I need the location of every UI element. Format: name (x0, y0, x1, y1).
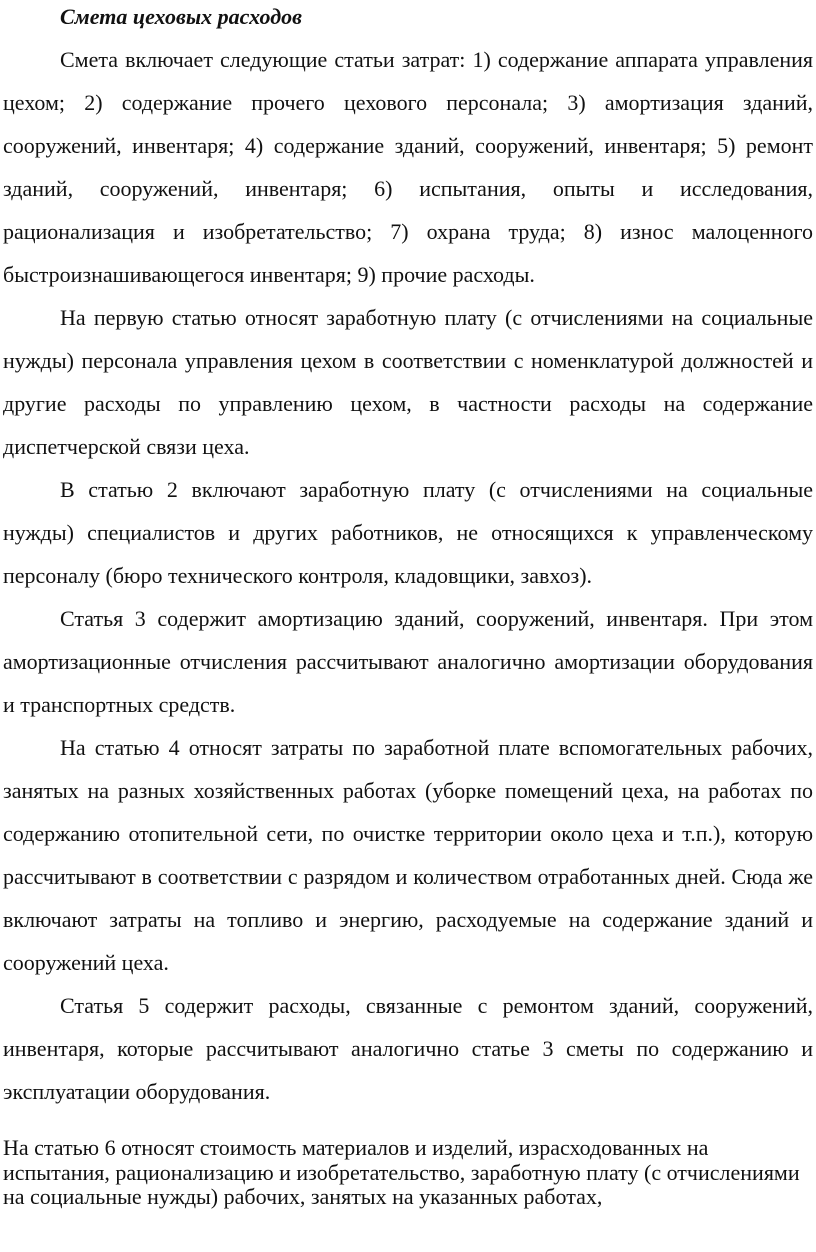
paragraph-item-4: На статью 4 относят затраты по заработной плате вспомогательных рабочих, занятых на разных хозяйственных работах (уборке помещений цеха, на работах по содержанию отопительной сети, по очистке территории около цеха и т.п.), которую рассчитывают в соответствии с разрядом и количеством отработанных дней. Сюда же включают затраты на топливо и энергию, расходуемые на содержание зданий и сооружений цеха. (3, 735, 813, 975)
document-body (3, 38, 813, 1113)
paragraph-item-6: На статью 6 относят стоимость материалов и изделий, израсходованных на испытания, рационализацию и изобретательство, заработную плату (с отчислениями на социальные нужды) рабочих, занятых на указанных работах, (3, 1135, 800, 1209)
paragraph-item-1: На первую статью относят заработную плату (с отчислениями на социальные нужды) персонала управления цехом в соответствии с номенклатурой должностей и другие расходы по управлению цехом, в частности расходы на содержание диспетчерской связи цеха. (3, 305, 813, 459)
document-title: Смета цеховых расходов (60, 4, 302, 29)
paragraph-cost-items: Смета включает следующие статьи затрат: 1) содержание аппарата управления цехом; 2) содержание прочего цехового персонала; 3) амортизация зданий, сооружений, инвентаря; 4) содержание зданий, сооружений, инвентаря; 5) ремонт зданий, сооружений, инвентаря; 6) испытания, опыты и исследования, рационализация и изобретательство; 7) охрана труда; 8) износ малоценного быстроизнашивающегося инвентаря; 9) прочие расходы. (3, 47, 813, 287)
paragraph-item-2: В статью 2 включают заработную плату (с отчислениями на социальные нужды) специалистов и других работников, не относящихся к управленческому персоналу (бюро технического контроля, кладовщики, завхоз). (3, 477, 813, 588)
paragraph-item-3: Статья 3 содержит амортизацию зданий, сооружений, инвентаря. При этом амортизационные отчисления рассчитывают аналогично амортизации оборудования и транспортных средств. (3, 606, 813, 717)
paragraph-item-5: Статья 5 содержит расходы, связанные с ремонтом зданий, сооружений, инвентаря, которые рассчитывают аналогично статье 3 сметы по содержанию и эксплуатации оборудования. (3, 993, 813, 1104)
